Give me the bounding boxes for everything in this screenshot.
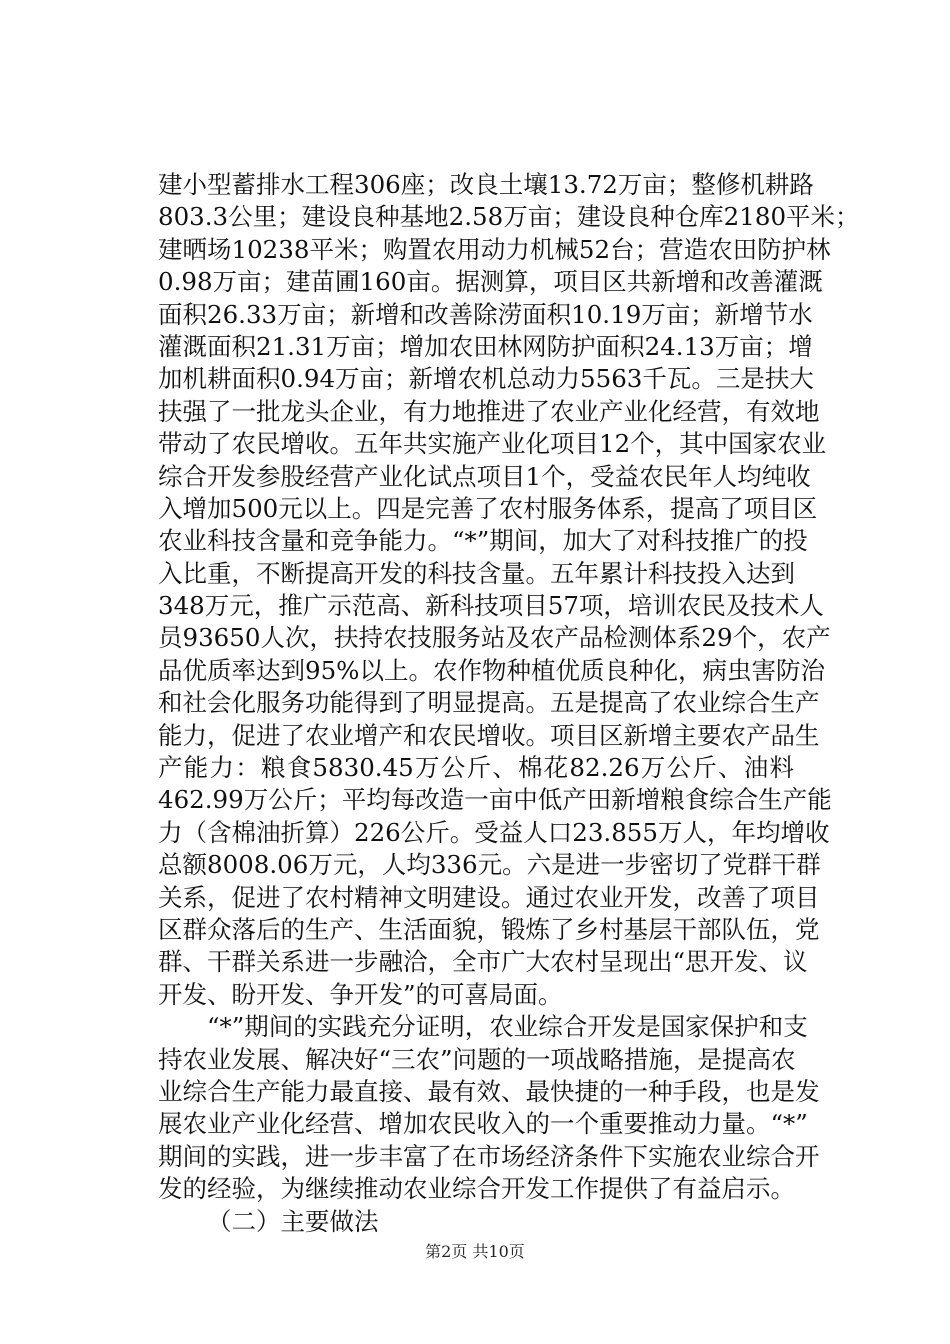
page-footer: 第2页 共10页 <box>425 1242 525 1261</box>
text-line: 产能力：粮食5830.45万公斤、棉花82.26万公斤、油料 <box>158 753 794 783</box>
text-line: 462.99万公斤；平均每改造一亩中低产田新增粮食综合生产能 <box>158 785 832 815</box>
section-heading: （二）主要做法 <box>207 1206 379 1236</box>
text-line: 灌溉面积21.31万亩；增加农田林网防护面积24.13万亩；增 <box>158 331 813 361</box>
text-line: 扶强了一批龙头企业，有力地推进了农业产业化经营，有效地 <box>158 396 820 426</box>
text-line: 关系，促进了农村精神文明建设。通过农业开发，改善了项目 <box>158 882 820 912</box>
text-line: 品优质率达到95%以上。农作物种植优质良种化，病虫害防治 <box>158 655 825 685</box>
text-line: 员93650人次，扶持农技服务站及农产品检测体系29个，农产 <box>158 623 831 653</box>
text-line: 力（含棉油折算）226公斤。受益人口23.855万人，年均增收 <box>158 817 830 847</box>
text-line: 带动了农民增收。五年共实施产业化项目12个，其中国家农业 <box>158 429 827 459</box>
text-line: 业综合生产能力最直接、最有效、最快捷的一种手段，也是发 <box>158 1076 820 1106</box>
text-line: 群、干群关系进一步融洽，全市广大农村呈现出“思开发、议 <box>158 947 808 977</box>
text-line: 持农业发展、解决好“三农”问题的一项战略措施，是提高农 <box>158 1044 796 1074</box>
text-line: 开发、盼开发、争开发”的可喜局面。 <box>158 979 563 1009</box>
text-line: 348万元，推广示范高、新科技项目57项，培训农民及技术人 <box>158 591 824 621</box>
text-line: 0.98万亩；建苗圃160亩。据测算，项目区共新增和改善灌溉 <box>158 267 823 297</box>
text-line: 入比重，不断提高开发的科技含量。五年累计科技投入达到 <box>158 558 795 588</box>
text-line: 面积26.33万亩；新增和改善除涝面积10.19万亩；新增节水 <box>158 299 813 329</box>
text-line: 能力，促进了农业增产和农民增收。项目区新增主要农产品生 <box>158 720 820 750</box>
text-line: 发的经验，为继续推动农业综合开发工作提供了有益启示。 <box>158 1174 795 1204</box>
text-line: “*”期间的实践充分证明，农业综合开发是国家保护和支 <box>207 1012 808 1042</box>
text-line: 和社会化服务功能得到了明显提高。五是提高了农业综合生产 <box>158 688 820 718</box>
document-body <box>158 169 860 1238</box>
text-line: 加机耕面积0.94万亩；新增农机总动力5563千瓦。三是扶大 <box>158 364 814 394</box>
text-line: 农业科技含量和竞争能力。“*”期间，加大了对科技推广的投 <box>158 526 808 556</box>
text-line: 803.3公里；建设良种基地2.58万亩；建设良种仓库2180平米； <box>158 202 860 232</box>
text-line: 展农业产业化经营、增加农民收入的一个重要推动力量。“*” <box>158 1109 808 1139</box>
paragraph-1 <box>158 169 860 1011</box>
text-line: 综合开发参股经营产业化试点项目1个，受益农民年人均纯收 <box>158 461 811 491</box>
text-line: 入增加500元以上。四是完善了农村服务体系，提高了项目区 <box>158 493 818 523</box>
text-line: 区群众落后的生产、生活面貌，锻炼了乡村基层干部队伍，党 <box>158 914 820 944</box>
text-line: 建晒场10238平米；购置农用动力机械52台；营造农田防护林 <box>158 234 831 264</box>
paragraph-2 <box>158 1011 820 1205</box>
text-line: 建小型蓄排水工程306座；改良土壤13.72万亩；整修机耕路 <box>158 170 814 199</box>
text-line: 期间的实践，进一步丰富了在市场经济条件下实施农业综合开 <box>158 1141 820 1171</box>
text-line: 总额8008.06万元，人均336元。六是进一步密切了党群干群 <box>158 850 821 880</box>
